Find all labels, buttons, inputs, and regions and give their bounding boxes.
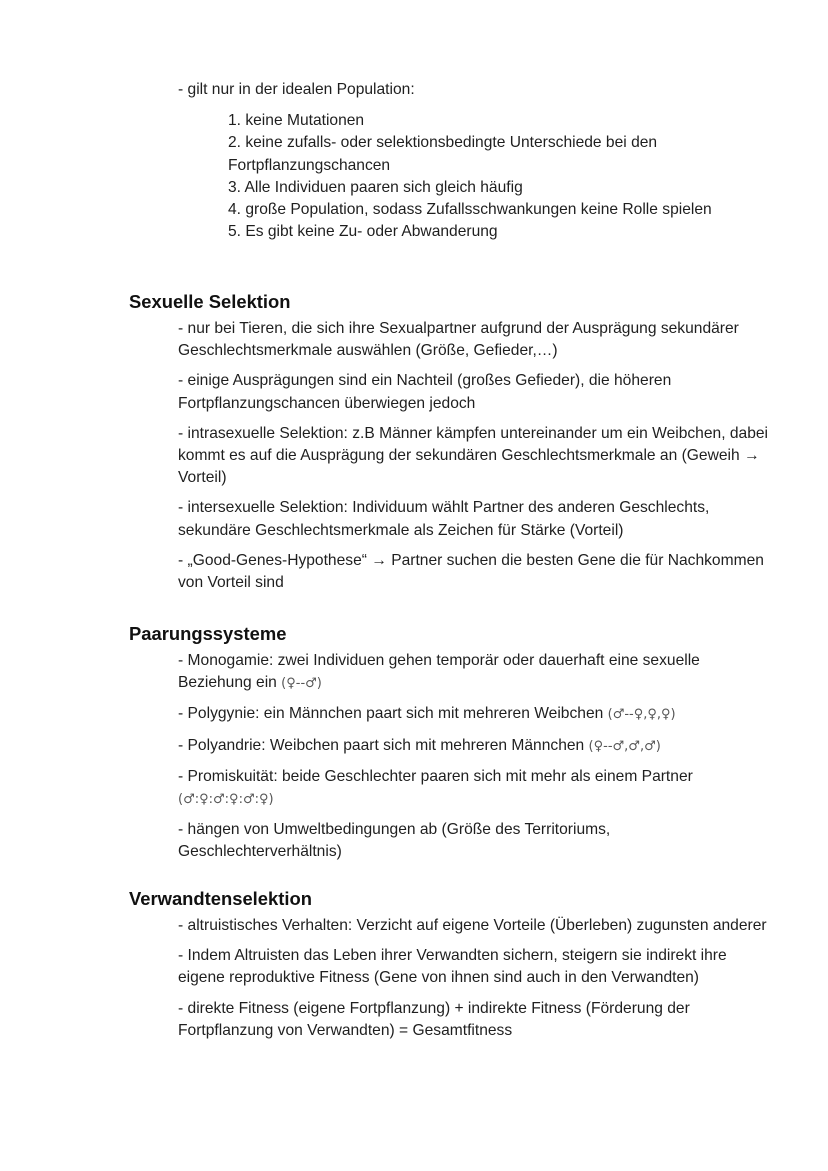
- bullet-text: - hängen von Umweltbedingungen ab (Größe des Territoriums, Geschlechterverhältnis): [178, 821, 611, 861]
- section-heading: Paarungssysteme: [129, 623, 287, 644]
- gender-symbols: (♂:♀:♂:♀:♂:♀): [178, 792, 274, 808]
- bullet-list: [129, 318, 769, 594]
- bullet-item: [178, 766, 769, 811]
- gender-symbols: (♂--♀,♀,♀): [607, 707, 676, 723]
- condition-item: 1. keine Mutationen: [228, 112, 365, 130]
- condition-item: 5. Es gibt keine Zu- oder Abwanderung: [228, 223, 498, 241]
- bullet-item: - direkte Fitness (eigene Fortpflanzung) + indirekte Fitness (Förderung der Fortpflanzung von Verwandten) = Gesamtfitness: [178, 999, 690, 1039]
- conditions-list: [178, 110, 778, 243]
- bullet-text: - Monogamie: zwei Individuen gehen temporär oder dauerhaft eine sexuelle Beziehung ein: [178, 652, 700, 692]
- condition-item: 4. große Population, sodass Zufallsschwankungen keine Rolle spielen: [228, 201, 712, 219]
- intro-block: [178, 79, 778, 243]
- bullet-item: - Indem Altruisten das Leben ihrer Verwandten sichern, steigern sie indirekt ihre eigene reproduktive Fitness (Gene von ihnen sind auch in den Verwandten): [178, 947, 727, 987]
- bullet-item: - intrasexuelle Selektion: z.B Männer kämpfen untereinander um ein Weibchen, dabei kommt es auf die Ausprägung der sekundären Geschlechtsmerkmale an (Geweih → Vorteil): [178, 424, 769, 487]
- section-paarungssysteme: [129, 622, 769, 872]
- bullet-item: - „Good-Genes-Hypothese“ → Partner suchen die besten Gene die für Nachkommen von Vorteil sind: [178, 551, 764, 592]
- bullet-item: - intersexuelle Selektion: Individuum wählt Partner des anderen Geschlechts, sekundäre Geschlechtsmerkmale als Zeichen für Stärke (Vorteil): [178, 499, 710, 539]
- bullet-item: - altruistisches Verhalten: Verzicht auf eigene Vorteile (Überleben) zugunsten anderer: [178, 917, 767, 934]
- condition-item: 2. keine zufalls- oder selektionsbedingte Unterschiede bei den Fortpflanzungschancen: [228, 134, 658, 174]
- bullet-item: [178, 735, 769, 758]
- bullet-text: - Polyandrie: Weibchen paart sich mit mehreren Männchen: [178, 736, 589, 754]
- bullet-list: [129, 650, 769, 864]
- intro-line: - gilt nur in der idealen Population:: [178, 81, 415, 98]
- section-heading: Sexuelle Selektion: [129, 291, 291, 312]
- section-sexuelle-selektion: [129, 290, 769, 602]
- condition-item: 3. Alle Individuen paaren sich gleich häufig: [228, 178, 523, 196]
- section-verwandtenselektion: [129, 887, 769, 1050]
- bullet-text: - Promiskuität: beide Geschlechter paaren sich mit mehr als einem Partner: [178, 767, 693, 785]
- gender-symbols: (♀--♂): [281, 676, 322, 692]
- bullet-item: [178, 703, 769, 726]
- bullet-item: [178, 819, 769, 863]
- gender-symbols: (♀--♂,♂,♂): [588, 738, 661, 754]
- section-heading: Verwandtenselektion: [129, 888, 312, 909]
- bullet-item: [178, 650, 769, 695]
- bullet-list: [129, 915, 769, 1042]
- bullet-item: - einige Ausprägungen sind ein Nachteil (großes Gefieder), die höheren Fortpflanzungschancen überwiegen jedoch: [178, 372, 672, 412]
- bullet-text: - Polygynie: ein Männchen paart sich mit mehreren Weibchen: [178, 705, 608, 723]
- bullet-item: - nur bei Tieren, die sich ihre Sexualpartner aufgrund der Ausprägung sekundärer Geschlechtsmerkmale auswählen (Größe, Gefieder,…): [178, 320, 739, 360]
